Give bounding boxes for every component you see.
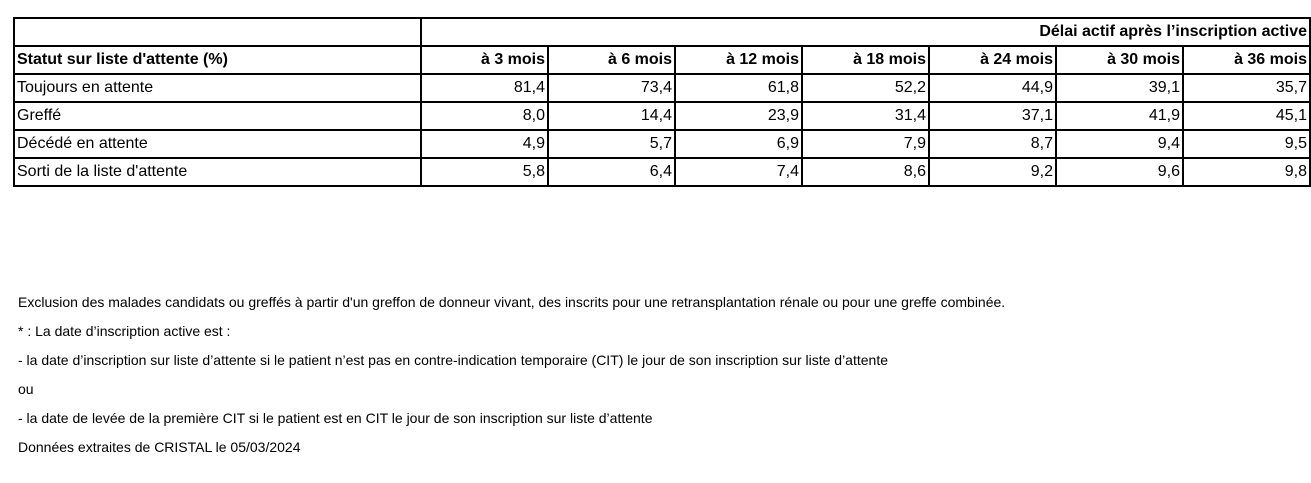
table-cell: 6,4 xyxy=(548,158,675,186)
footnote-case-cit: - la date de levée de la première CIT si le patient est en CIT le jour de son inscription sur liste d’attente xyxy=(18,410,653,426)
column-header: à 12 mois xyxy=(675,46,802,74)
table-cell: 5,7 xyxy=(548,130,675,158)
footnote-source: Données extraites de CRISTAL le 05/03/2024 xyxy=(18,439,301,455)
table-cell: 7,9 xyxy=(802,130,929,158)
table-cell: 8,0 xyxy=(421,102,548,130)
table-cell: 4,9 xyxy=(421,130,548,158)
table-row xyxy=(14,102,1310,130)
column-header: à 30 mois xyxy=(1056,46,1183,74)
table-cell: 8,6 xyxy=(802,158,929,186)
table-row xyxy=(14,130,1310,158)
column-header: à 18 mois xyxy=(802,46,929,74)
column-header: à 6 mois xyxy=(548,46,675,74)
table-cell: 31,4 xyxy=(802,102,929,130)
column-header: à 36 mois xyxy=(1183,46,1310,74)
table-cell: 41,9 xyxy=(1056,102,1183,130)
table-cell: 9,2 xyxy=(929,158,1056,186)
row-label: Greffé xyxy=(14,102,421,130)
footnote-definition: * : La date d’inscription active est : xyxy=(18,323,231,339)
column-header: à 3 mois xyxy=(421,46,548,74)
footnote-or: ou xyxy=(18,381,34,397)
table-cell: 81,4 xyxy=(421,74,548,102)
table-cell: 45,1 xyxy=(1183,102,1310,130)
table-cell: 9,4 xyxy=(1056,130,1183,158)
row-label: Toujours en attente xyxy=(14,74,421,102)
group-header-row xyxy=(14,18,1310,46)
row-label: Décédé en attente xyxy=(14,130,421,158)
table-cell: 8,7 xyxy=(929,130,1056,158)
table-cell: 37,1 xyxy=(929,102,1056,130)
table-cell: 7,4 xyxy=(675,158,802,186)
waitlist-status-table xyxy=(13,17,1311,187)
table-cell: 73,4 xyxy=(548,74,675,102)
table-cell: 5,8 xyxy=(421,158,548,186)
table-cell: 61,8 xyxy=(675,74,802,102)
table-cell: 52,2 xyxy=(802,74,929,102)
group-header-cell: Délai actif après l’inscription active xyxy=(421,18,1310,46)
table-cell: 44,9 xyxy=(929,74,1056,102)
table-row xyxy=(14,74,1310,102)
footnote-exclusion: Exclusion des malades candidats ou greffés à partir d'un greffon de donneur vivant, des inscrits pour une retransplantation rénale ou pour une greffe combinée. xyxy=(18,294,1006,310)
row-header-label: Statut sur liste d'attente (%) xyxy=(14,46,421,74)
column-header: à 24 mois xyxy=(929,46,1056,74)
table-cell: 14,4 xyxy=(548,102,675,130)
table-cell: 23,9 xyxy=(675,102,802,130)
table-cell: 9,5 xyxy=(1183,130,1310,158)
table-cell: 9,6 xyxy=(1056,158,1183,186)
table-cell: 39,1 xyxy=(1056,74,1183,102)
table-cell: 35,7 xyxy=(1183,74,1310,102)
table-row xyxy=(14,158,1310,186)
column-header-row xyxy=(14,46,1310,74)
table-cell: 6,9 xyxy=(675,130,802,158)
empty-corner-cell xyxy=(14,18,421,46)
table-cell: 9,8 xyxy=(1183,158,1310,186)
footnotes xyxy=(18,288,1005,462)
footnote-case-no-cit: - la date d’inscription sur liste d’attente si le patient n’est pas en contre-indication temporaire (CIT) le jour de son inscription sur liste d’attente xyxy=(18,352,888,368)
row-label: Sorti de la liste d'attente xyxy=(14,158,421,186)
